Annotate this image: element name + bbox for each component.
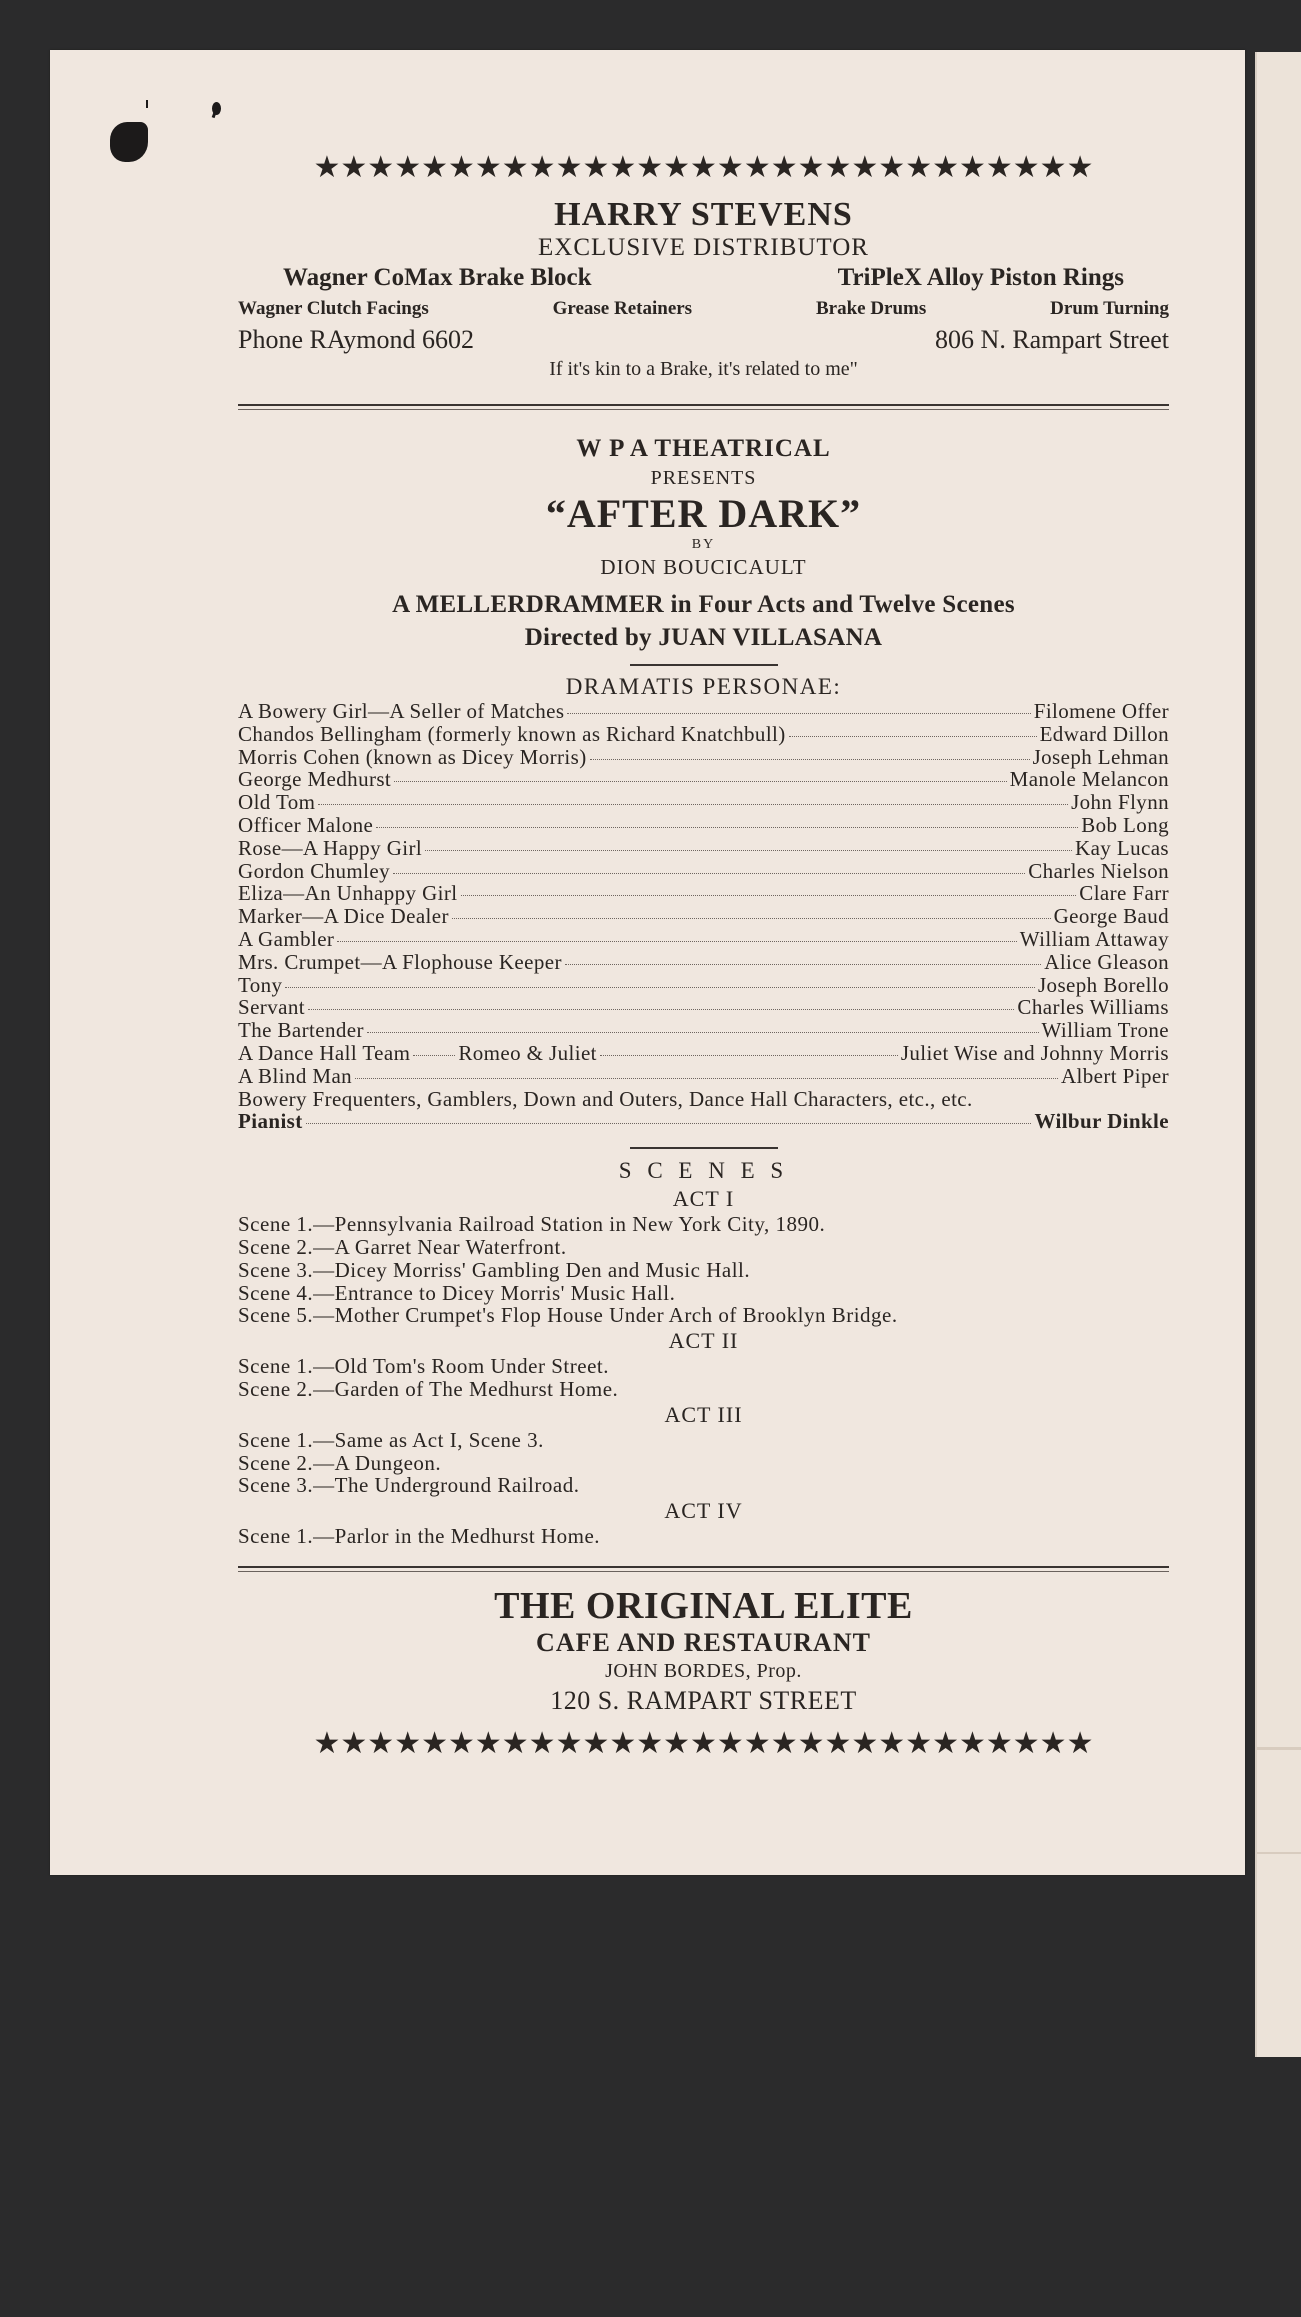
scene-item: Scene 1.—Parlor in the Medhurst Home. (238, 1524, 601, 1549)
actor: Manole Melancon (1009, 767, 1169, 792)
leader-dots (318, 804, 1068, 805)
program-page (50, 50, 1245, 1875)
restaurant-address: 120 S. RAMPART STREET (550, 1685, 857, 1715)
play-title: “AFTER DARK” (545, 491, 862, 536)
role: Morris Cohen (known as Dicey Morris) (238, 744, 587, 769)
scene-item: Scene 1.—Pennsylvania Railroad Station in New York City, 1890. (238, 1212, 826, 1237)
cast-row-pianist (238, 1110, 1169, 1133)
role: A Bowery Girl—A Seller of Matches (238, 699, 565, 723)
cast-row (238, 768, 1169, 791)
act-block (238, 1497, 1169, 1548)
slogan: If it's kin to a Brake, it's related to me" (549, 358, 858, 380)
act-label: ACT III (664, 1401, 743, 1427)
scene-item: Scene 2.—A Garret Near Waterfront. (238, 1234, 567, 1259)
role: Pianist (238, 1109, 303, 1134)
role: Eliza—An Unhappy Girl (238, 881, 458, 906)
leader-dots (337, 941, 1016, 942)
leader-dots (452, 918, 1051, 919)
program-header (238, 432, 1169, 654)
cast-row (238, 746, 1169, 769)
top-star-border: ★★★★★★★★★★★★★★★★★★★★★★★★★★★★★ (313, 150, 1094, 185)
actor: Juliet Wise and Johnny Morris (900, 1040, 1169, 1065)
scene-list (238, 1157, 1169, 1548)
fold-line (1257, 1852, 1301, 1854)
actor: Wilbur Dinkle (1034, 1109, 1169, 1134)
role: Chandos Bellingham (formerly known as Richard Knatchbull) (238, 721, 786, 746)
cast-row (238, 723, 1169, 746)
cast-row (238, 996, 1169, 1019)
street-address: 806 N. Rampart Street (935, 325, 1169, 354)
bottom-advertisement (238, 1584, 1169, 1762)
product: TriPleX Alloy Piston Rings (837, 264, 1124, 291)
role: Marker—A Dice Dealer (238, 904, 449, 929)
leader-dots (600, 1055, 898, 1056)
product: Wagner CoMax Brake Block (283, 264, 592, 291)
act-block (238, 1401, 1169, 1497)
role: Officer Malone (238, 812, 374, 837)
act-block (238, 1327, 1169, 1401)
proprietor: JOHN BORDES, Prop. (605, 1659, 802, 1682)
scene-item: Scene 2.—Garden of The Medhurst Home. (238, 1376, 619, 1401)
producer: W P A THEATRICAL (576, 435, 831, 462)
scene-item: Scene 3.—The Underground Railroad. (238, 1473, 580, 1498)
short-divider (630, 664, 778, 666)
cast-row (238, 882, 1169, 905)
role: Old Tom (238, 790, 316, 815)
phone-number: Phone RAymond 6602 (238, 325, 474, 354)
divider (238, 1566, 1169, 1572)
scene-item: Scene 4.—Entrance to Dicey Morris' Music Hall. (238, 1280, 676, 1305)
act-label: ACT IV (664, 1498, 743, 1524)
cast-row (238, 905, 1169, 928)
product: Drum Turning (1050, 298, 1169, 319)
role: Rose—A Happy Girl (238, 835, 423, 860)
short-divider (630, 1147, 778, 1149)
leader-dots (306, 1123, 1032, 1124)
cast-row (238, 700, 1169, 723)
actor: Joseph Borello (1037, 972, 1169, 997)
cast-row-blind-man (238, 1065, 1169, 1088)
role-detail: Romeo & Juliet (458, 1040, 597, 1065)
cast-list (238, 674, 1169, 1133)
cast-row (238, 837, 1169, 860)
leader-dots (461, 895, 1077, 896)
top-advertisement (238, 150, 1169, 382)
contact-row (238, 324, 1169, 356)
restaurant-name: THE ORIGINAL ELITE (494, 1584, 913, 1627)
actor: Albert Piper (1060, 1063, 1169, 1088)
leader-dots (355, 1078, 1058, 1079)
role: A Dance Hall Team (238, 1040, 411, 1065)
role: Tony (238, 972, 283, 997)
scene-item: Scene 1.—Same as Act I, Scene 3. (238, 1427, 544, 1452)
extras-text: Bowery Frequenters, Gamblers, Down and Outers, Dance Hall Characters, etc., etc. (238, 1086, 973, 1111)
program-content (238, 150, 1169, 1762)
cast-row (238, 974, 1169, 997)
cast-row (238, 951, 1169, 974)
leader-dots (308, 1009, 1014, 1010)
bottom-star-border: ★★★★★★★★★★★★★★★★★★★★★★★★★★★★★ (313, 1725, 1094, 1761)
presents-label: PRESENTS (650, 467, 757, 489)
actor: Bob Long (1081, 812, 1169, 837)
scene-item: Scene 3.—Dicey Morriss' Gambling Den and Music Hall. (238, 1257, 751, 1282)
divider (238, 404, 1169, 410)
role: A Gambler (238, 926, 335, 951)
advertiser-subtitle: EXCLUSIVE DISTRIBUTOR (538, 234, 869, 261)
leader-dots (393, 873, 1025, 874)
product: Wagner Clutch Facings (238, 298, 429, 319)
leader-dots (425, 850, 1072, 851)
cast-row (238, 860, 1169, 883)
leader-dots (394, 781, 1006, 782)
secondary-products (238, 294, 1169, 324)
fold-line (1257, 1747, 1301, 1750)
product: Grease Retainers (552, 298, 693, 319)
actor: Joseph Lehman (1032, 744, 1169, 769)
scene-item: Scene 5.—Mother Crumpet's Flop House Under Arch of Brooklyn Bridge. (238, 1303, 898, 1328)
actor: George Baud (1053, 904, 1169, 929)
role: A Blind Man (238, 1063, 353, 1088)
role: The Bartender (238, 1018, 364, 1043)
actor: William Attaway (1019, 926, 1169, 951)
actor: Filomene Offer (1033, 699, 1169, 723)
cast-row (238, 791, 1169, 814)
leader-dots (565, 964, 1041, 965)
advertiser-name: HARRY STEVENS (554, 196, 853, 233)
adjacent-page-edge (1255, 52, 1301, 2057)
leader-dots (367, 1032, 1039, 1033)
restaurant-subtitle: CAFE AND RESTAURANT (536, 1627, 871, 1657)
actor: William Trone (1041, 1018, 1169, 1043)
play-description: A MELLERDRAMMER in Four Acts and Twelve Scenes (392, 591, 1015, 618)
leader-dots (376, 827, 1078, 828)
role: Mrs. Crumpet—A Flophouse Keeper (238, 949, 562, 974)
scene-item: Scene 1.—Old Tom's Room Under Street. (238, 1354, 609, 1379)
ink-speck (212, 102, 221, 115)
scene-item: Scene 2.—A Dungeon. (238, 1450, 442, 1475)
by-label: BY (691, 537, 716, 552)
role: George Medhurst (238, 767, 392, 792)
actor: John Flynn (1071, 790, 1169, 815)
ink-blot (110, 122, 148, 162)
cast-row (238, 1019, 1169, 1042)
cast-rows (238, 700, 1169, 1042)
act-label: ACT I (672, 1186, 735, 1212)
actor: Charles Williams (1017, 995, 1169, 1020)
act-label: ACT II (668, 1328, 739, 1354)
role: Gordon Chumley (238, 858, 391, 883)
acts (238, 1185, 1169, 1548)
main-products (238, 262, 1169, 294)
ink-speck (146, 100, 148, 108)
act-block (238, 1185, 1169, 1327)
actor: Clare Farr (1079, 881, 1169, 906)
role: Servant (238, 995, 305, 1020)
leader-dots (789, 736, 1037, 737)
actor: Kay Lucas (1075, 835, 1169, 860)
leader-dots (590, 759, 1030, 760)
actor: Edward Dillon (1039, 721, 1169, 746)
cast-extras (238, 1088, 1169, 1111)
actor: Charles Nielson (1028, 858, 1169, 883)
actor: Alice Gleason (1044, 949, 1169, 974)
cast-row (238, 814, 1169, 837)
leader-dots (285, 987, 1035, 988)
cast-row (238, 928, 1169, 951)
author: DION BOUCICAULT (600, 555, 807, 579)
director: Directed by JUAN VILLASANA (524, 624, 883, 651)
scenes-heading: S C E N E S (618, 1158, 789, 1184)
leader-dots (413, 1055, 455, 1056)
leader-dots (567, 713, 1030, 714)
cast-row-dance-team (238, 1042, 1169, 1065)
cast-heading: DRAMATIS PERSONAE: (565, 674, 842, 699)
product: Brake Drums (815, 298, 927, 319)
